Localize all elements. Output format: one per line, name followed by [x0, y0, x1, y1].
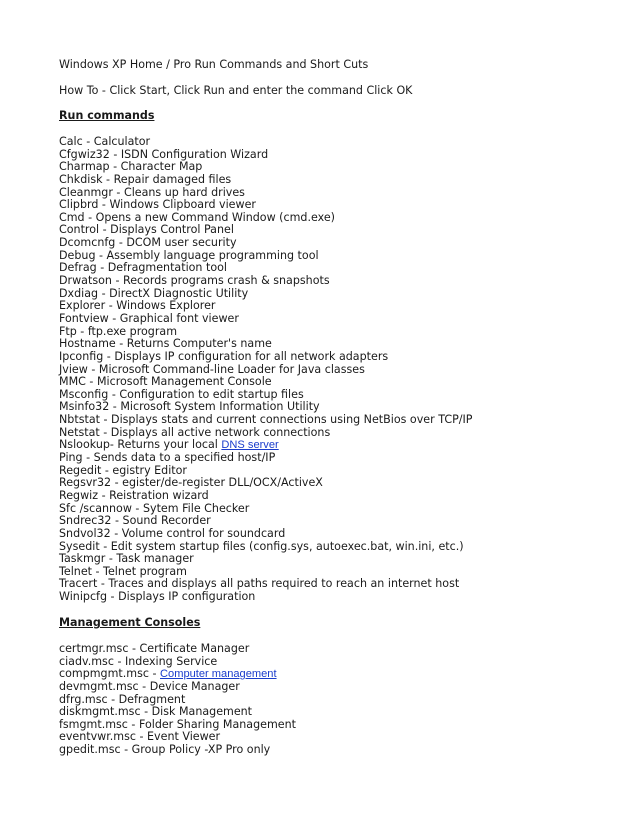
list-item-text: Taskmgr - Task manager: [59, 552, 194, 566]
list-item-text: dfrg.msc - Defragment: [59, 692, 186, 706]
management-consoles-list: [59, 643, 296, 757]
list-item-text: Netstat - Displays all active network connections: [59, 425, 331, 439]
list-item-text: Chkdisk - Repair damaged files: [59, 172, 232, 186]
list-item-text: Debug - Assembly language programming tool: [59, 248, 319, 262]
list-item-text: Cmd - Opens a new Command Window (cmd.exe): [59, 210, 335, 224]
list-item-text: Cfgwiz32 - ISDN Configuration Wizard: [59, 147, 269, 161]
list-item-text: Drwatson - Records programs crash & snapshots: [59, 274, 330, 288]
list-item-text: devmgmt.msc - Device Manager: [59, 679, 240, 693]
list-item-text: certmgr.msc - Certificate Manager: [59, 642, 250, 655]
hyperlink[interactable]: DNS server: [221, 439, 279, 452]
list-item-text: MMC - Microsoft Management Console: [59, 375, 272, 389]
run-commands-heading: Run commands: [59, 109, 155, 122]
howto-instructions: How To - Click Start, Click Run and enter the command Click OK: [59, 84, 413, 97]
list-item-text: diskmgmt.msc - Disk Management: [59, 705, 253, 719]
list-item-text: Nslookup- Returns your local: [59, 438, 222, 452]
list-item-text: Regwiz - Reistration wizard: [59, 488, 209, 502]
list-item-text: Charmap - Character Map: [59, 160, 203, 174]
list-item: [59, 591, 472, 604]
list-item-text: Telnet - Telnet program: [59, 564, 187, 578]
list-item-text: Fontview - Graphical font viewer: [59, 311, 239, 325]
list-item-text: Ipconfig - Displays IP configuration for all network adapters: [59, 349, 389, 363]
list-item-text: Ftp - ftp.exe program: [59, 324, 178, 338]
list-item-text: Sndrec32 - Sound Recorder: [59, 514, 211, 528]
list-item-text: Cleanmgr - Cleans up hard drives: [59, 185, 245, 199]
list-item-text: Control - Displays Control Panel: [59, 223, 234, 237]
list-item: [59, 744, 296, 757]
management-consoles-heading: Management Consoles: [59, 616, 201, 629]
list-item-text: Dcomcnfg - DCOM user security: [59, 236, 237, 250]
list-item-text: gpedit.msc - Group Policy -XP Pro only: [59, 743, 271, 757]
list-item-text: ciadv.msc - Indexing Service: [59, 654, 218, 668]
list-item-text: fsmgmt.msc - Folder Sharing Management: [59, 717, 296, 731]
list-item-text: Calc - Calculator: [59, 135, 151, 148]
list-item-text: Tracert - Traces and displays all paths required to reach an internet host: [59, 577, 460, 591]
document-title: Windows XP Home / Pro Run Commands and Short Cuts: [59, 58, 369, 71]
list-item-text: Ping - Sends data to a specified host/IP: [59, 451, 276, 465]
list-item-text: Clipbrd - Windows Clipboard viewer: [59, 198, 256, 212]
list-item-text: Jview - Microsoft Command-line Loader for Java classes: [59, 362, 365, 376]
list-item-text: Explorer - Windows Explorer: [59, 299, 216, 313]
list-item-text: Msconfig - Configuration to edit startup files: [59, 387, 304, 401]
list-item-text: Sndvol32 - Volume control for soundcard: [59, 526, 286, 540]
list-item-text: Sysedit - Edit system startup files (config.sys, autoexec.bat, win.ini, etc.): [59, 539, 464, 553]
list-item-text: Regedit - egistry Editor: [59, 463, 187, 477]
list-item-text: Hostname - Returns Computer's name: [59, 337, 272, 351]
list-item-text: eventvwr.msc - Event Viewer: [59, 730, 221, 744]
hyperlink[interactable]: Computer management: [160, 668, 277, 681]
list-item-text: compmgmt.msc -: [59, 667, 161, 681]
list-item-text: Defrag - Defragmentation tool: [59, 261, 227, 275]
list-item-text: Nbtstat - Displays stats and current connections using NetBios over TCP/IP: [59, 413, 473, 427]
list-item-text: Msinfo32 - Microsoft System Information Utility: [59, 400, 320, 414]
list-item-text: Sfc /scannow - Sytem File Checker: [59, 501, 250, 515]
list-item-text: Winipcfg - Displays IP configuration: [59, 590, 256, 604]
list-item-text: Regsvr32 - egister/de-register DLL/OCX/ActiveX: [59, 476, 323, 490]
list-item-text: Dxdiag - DirectX Diagnostic Utility: [59, 286, 249, 300]
run-commands-list: [59, 136, 472, 604]
